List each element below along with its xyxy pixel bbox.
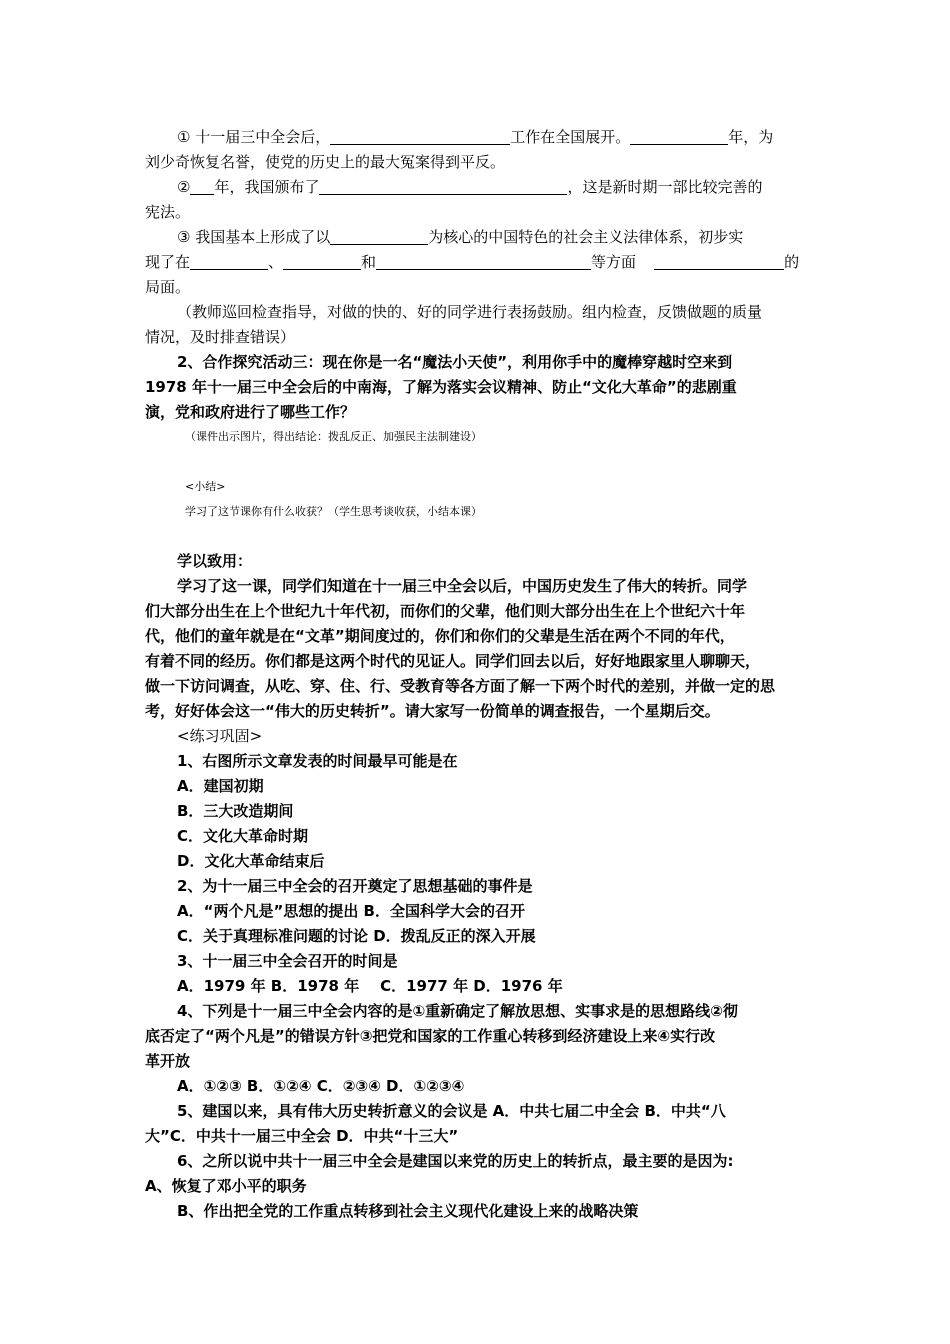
question-2: 2、为十一届三中全会的召开奠定了思想基础的事件是 [177,877,533,895]
blank-line-5-text-b: 为核心的中国特色的社会主义法律体系，初步实 [428,228,744,246]
apply-line-4: 有着不同的经历。你们都是这两个时代的见证人。同学们回去以后，好好地跟家里人聊聊天， [145,652,761,670]
summary-text: 学习了这节课你有什么收获？（学生思考谈收获，小结本课） [185,505,482,518]
answer-blank [319,178,567,195]
question-6-option-a: A、恢复了邓小平的职务 [145,1177,307,1195]
question-6-line-1: 6、之所以说中共十一届三中全会是建国以来党的历史上的转折点，最主要的是因为: [177,1152,734,1170]
blank-line-6-text-a: 现了在 [145,253,191,271]
answer-blank [190,178,214,195]
question-5-line-1: 5、建国以来，具有伟大历史转折意义的会议是 A．中共七届二中全会 B．中共“八 [177,1102,726,1120]
activity3-line-2: 1978 年十一届三中全会后的中南海，了解为落实会议精神、防止“文化大革命”的悲剧重 [145,378,737,396]
question-1-option-b: B．三大改造期间 [177,802,294,820]
blank-line-5-text-a: ③ 我国基本上形成了以 [177,228,331,246]
apply-line-2: 们大部分出生在上个世纪九十年代初，而你们的父辈，他们则大部分出生在上个世纪六十年 [145,602,746,620]
question-1-option-d: D．文化大革命结束后 [177,852,325,870]
teacher-note-line-2: 情况，及时排查错误） [145,328,296,346]
answer-blank [330,128,510,145]
apply-heading: 学以致用： [177,552,253,570]
question-1-option-c: C．文化大革命时期 [177,827,309,845]
question-6-option-b: B、作出把全党的工作重点转移到社会主义现代化建设上来的战略决策 [177,1202,639,1220]
blank-line-6-text-c: 和 [361,253,377,271]
activity3-line-3: 演，党和政府进行了哪些工作？ [145,403,356,421]
blank-line-6-text-b: 、 [268,253,284,271]
answer-blank [376,253,591,270]
practice-heading: <练习巩固> [177,727,263,745]
blank-line-3-text-b: 年，我国颁布了 [214,178,320,196]
question-3: 3、十一届三中全会召开的时间是 [177,952,398,970]
blank-line-6 [145,251,810,273]
question-1: 1、右图所示文章发表的时间最早可能是在 [177,752,458,770]
blank-line-3-text-a: ② [177,178,191,196]
question-5-line-2: 大”C．中共十一届三中全会 D．中共“十三大” [145,1127,459,1145]
blank-line-6-text-e: 的 [784,253,800,271]
question-4-line-2: 底否定了“两个凡是”的错误方针③把党和国家的工作重心转移到经济建设上来④实行改 [145,1027,716,1045]
question-3-options: A．1979 年 B．1978 年 C．1977 年 D．1976 年 [177,977,563,995]
blank-line-1-text-c: 年，为 [728,128,774,146]
question-4-options: A．①②③ B．①②④ C．②③④ D．①②③④ [177,1077,465,1095]
blank-line-6-text-d: 等方面 [591,253,637,271]
blank-line-1-text-a: ① 十一届三中全会后， [177,128,331,146]
apply-line-6: 考，好好体会这一“伟大的历史转折”。请大家写一份简单的调查报告，一个星期后交。 [145,702,720,720]
teacher-note-line-1: （教师巡回检查指导，对做的快的、好的同学进行表扬鼓励。组内检查，反馈做题的质量 [177,303,763,321]
blank-line-2: 刘少奇恢复名誉，使党的历史上的最大冤案得到平反。 [145,153,506,171]
answer-blank [190,253,268,270]
question-2-options-cd: C．关于真理标准问题的讨论 D．拨乱反正的深入开展 [177,927,536,945]
summary-heading: <小结> [185,480,226,493]
answer-blank [630,128,728,145]
question-4-line-3: 革开放 [145,1052,191,1070]
question-2-options-ab: A．“两个凡是”思想的提出 B．全国科学大会的召开 [177,902,525,920]
activity3-line-1: 2、合作探究活动三：现在你是一名“魔法小天使”，利用你手中的魔棒穿越时空来到 [177,353,733,371]
answer-blank [283,253,361,270]
blank-line-5 [177,226,810,248]
blank-line-1-text-b: 工作在全国展开。 [510,128,631,146]
blank-line-3 [177,176,810,198]
answer-blank [654,253,784,270]
blank-line-1 [177,126,810,148]
apply-line-1: 学习了这一课，同学们知道在十一届三中全会以后，中国历史发生了伟大的转折。同学 [177,577,748,595]
activity3-conclusion: （课件出示图片，得出结论：拨乱反正、加强民主法制建设） [185,430,482,443]
apply-line-3: 代，他们的童年就是在“文革”期间度过的，你们和你们的父辈是生活在两个不同的年代， [145,627,735,645]
question-1-option-a: A．建国初期 [177,777,264,795]
question-4-line-1: 4、下列是十一届三中全会内容的是①重新确定了解放思想、实事求是的思想路线②彻 [177,1002,738,1020]
apply-line-5: 做一下访问调查，从吃、穿、住、行、受教育等各方面了解一下两个时代的差别，并做一定的思 [145,677,776,695]
answer-blank [330,228,428,245]
blank-line-7: 局面。 [145,278,191,296]
blank-line-4: 宪法。 [145,203,191,221]
blank-line-3-text-c: ，这是新时期一部比较完善的 [567,178,763,196]
